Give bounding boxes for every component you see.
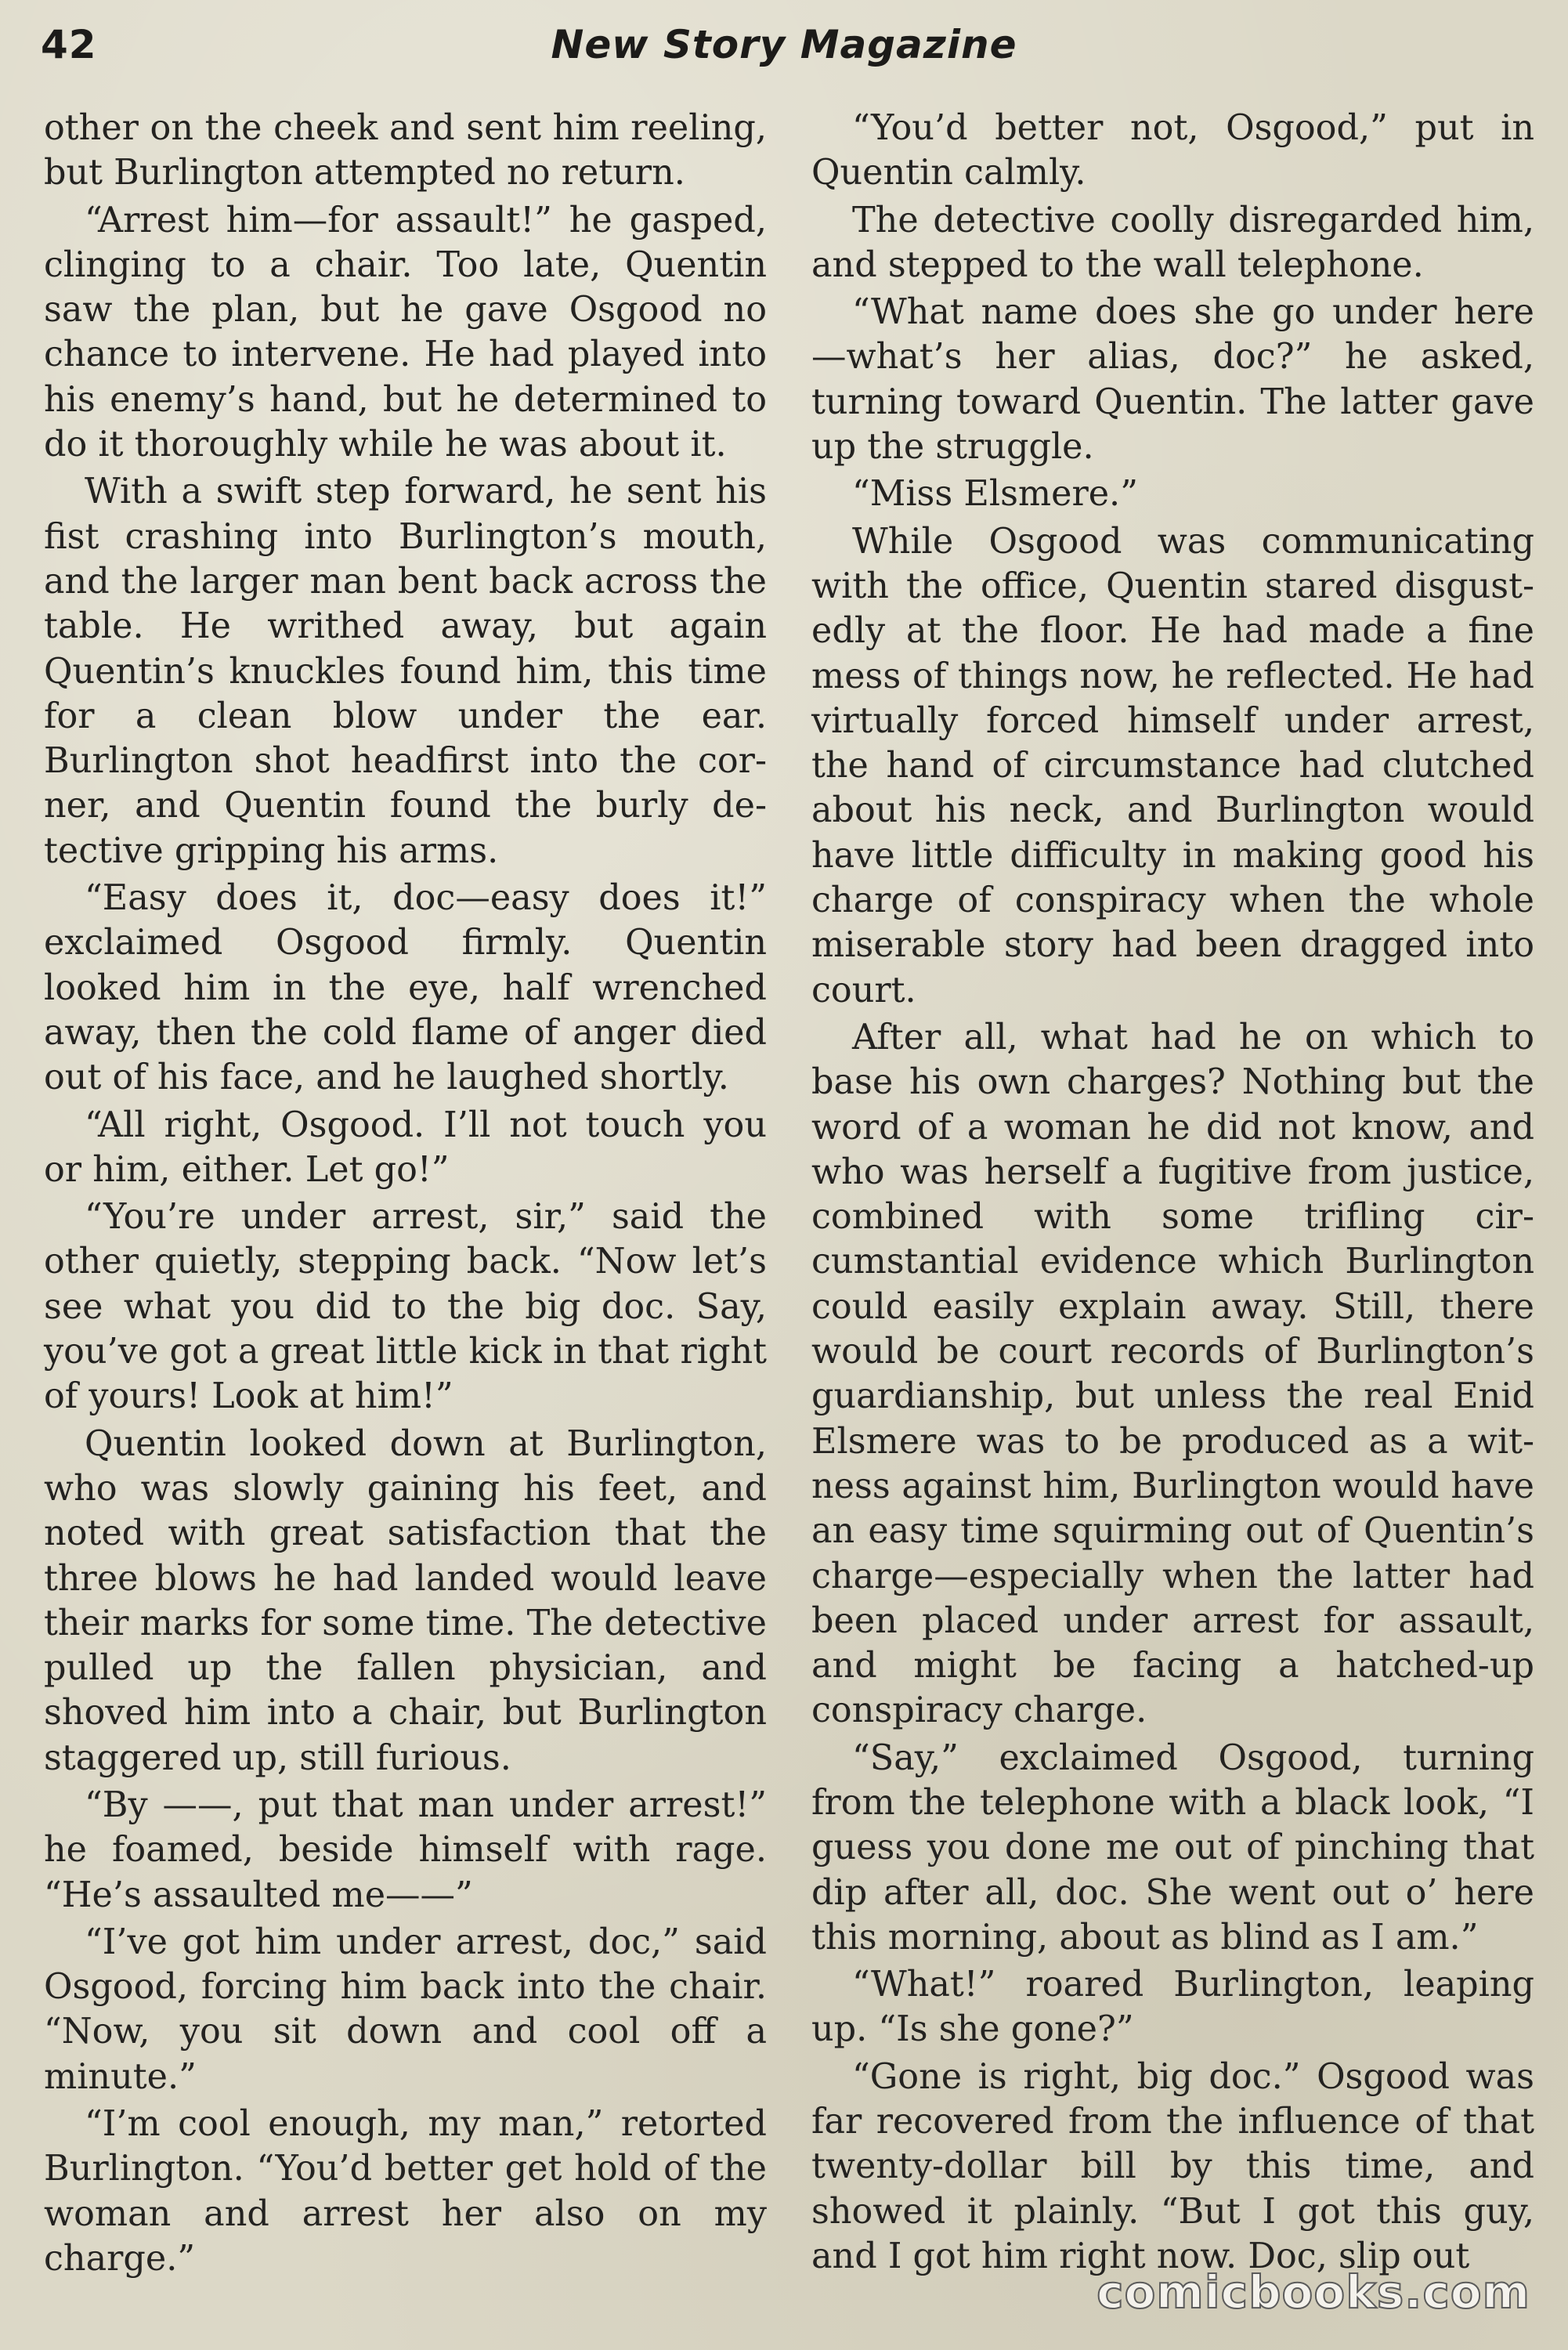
paragraph: While Osgood was communicating with the office, Quentin stared disgustedly at the floor. He had made a fine mess of things now, he reflected. He had virtually forced himself under arrest, the hand of circumstance had clutched about his neck, and Burlington would have little difficulty in making good his charge of conspiracy when the whole miserable story had been dragged into court. (811, 521, 1534, 1010)
paragraph: “All right, Osgood. I’ll not touch you or him, either. Let go!” (44, 1104, 767, 1190)
paragraph: With a swift step forward, he sent his fist crashing into Burlington’s mouth, and the larger man bent back across the table. He writhed away, but again Quentin’s knuckles found him, this time for a clean blow under the ear. Burlington shot headfirst into the corner, and Quentin found the burly detective gripping his arms. (44, 472, 767, 871)
paragraph: “Gone is right, big doc.” Osgood was far recovered from the influence of that twenty-dollar bill by this time, and showed it plainly. “But I got this guy, and I got him right now. Doc, slip out (811, 2056, 1534, 2276)
paragraph: “Say,” exclaimed Osgood, turning from the telephone with a black look, “I guess you done me out of pinching that dip after all, doc. She went out o’ here this morning, about as blind as I am.” (811, 1737, 1534, 1958)
magazine-title: New Story Magazine (551, 22, 1017, 67)
page-number: 42 (41, 22, 97, 67)
paragraph: “Easy does it, doc—easy does it!” exclaimed Osgood firmly. Quentin looked him in the eye, half wrenched away, then the cold flame of anger died out of his face, and he laughed shortly. (44, 878, 767, 1098)
paragraph: “You’d better not, Osgood,” put in Quentin calmly. (811, 108, 1534, 193)
paragraph: other on the cheek and sent him reeling, but Burlington attempted no return. (44, 108, 767, 193)
paragraph: After all, what had he on which to base his own charges? Nothing but the word of a woman he did not know, and who was herself a fugitive from justice, combined with some trifling circumstantial evidence which Burlington could easily explain away. Still, there would be court records of Burlington’s guardianship, but unless the real Enid Elsmere was to be produced as a witness against him, Burlington would have an easy time squirming out of Quentin’s charge—especially when the latter had been placed under arrest for assault, and might be facing a hatched-up conspiracy charge. (811, 1017, 1534, 1731)
paragraph: “Miss Elsmere.” (852, 474, 1138, 515)
paragraph: “Arrest him—for assault!” he gasped, clinging to a chair. Too late, Quentin saw the plan, but he gave Osgood no chance to intervene. He had played into his enemy’s hand, but he determined to do it thoroughly while he was about it. (44, 200, 767, 465)
right-text-column (811, 106, 1534, 2281)
paragraph: The detective coolly disregarded him, and stepped to the wall telephone. (811, 200, 1534, 285)
paragraph: Quentin looked down at Burlington, who was slowly gaining his feet, and noted with great satisfaction that the three blows he had landed would leave their marks for some time. The detective pulled up the fallen physician, and shoved him into a chair, but Burlington staggered up, still furious. (44, 1423, 767, 1778)
paragraph: “You’re under arrest, sir,” said the other quietly, stepping back. “Now let’s see what you did to the big doc. Say, you’ve got a great little kick in that right of yours! Look at him!” (44, 1197, 767, 1417)
paragraph: “What name does she go under here —what’s her alias, doc?” he asked, turning toward Quentin. The latter gave up the struggle. (811, 292, 1534, 468)
paragraph: “I’ve got him under arrest, doc,” said Osgood, forcing him back into the chair. “Now, you sit down and cool off a minute.” (44, 1922, 767, 2097)
paragraph: “By ——, put that man under arrest!” he foamed, beside himself with rage. “He’s assaulted me——” (44, 1784, 767, 1915)
watermark: comicbooks.com (1097, 2265, 1530, 2319)
paragraph: “What!” roared Burlington, leaping up. “Is she gone?” (811, 1965, 1534, 2050)
paragraph: “I’m cool enough, my man,” retorted Burlington. “You’d better get hold of the woman and arrest her also on my charge.” (44, 2104, 767, 2279)
left-text-column (44, 106, 767, 2283)
